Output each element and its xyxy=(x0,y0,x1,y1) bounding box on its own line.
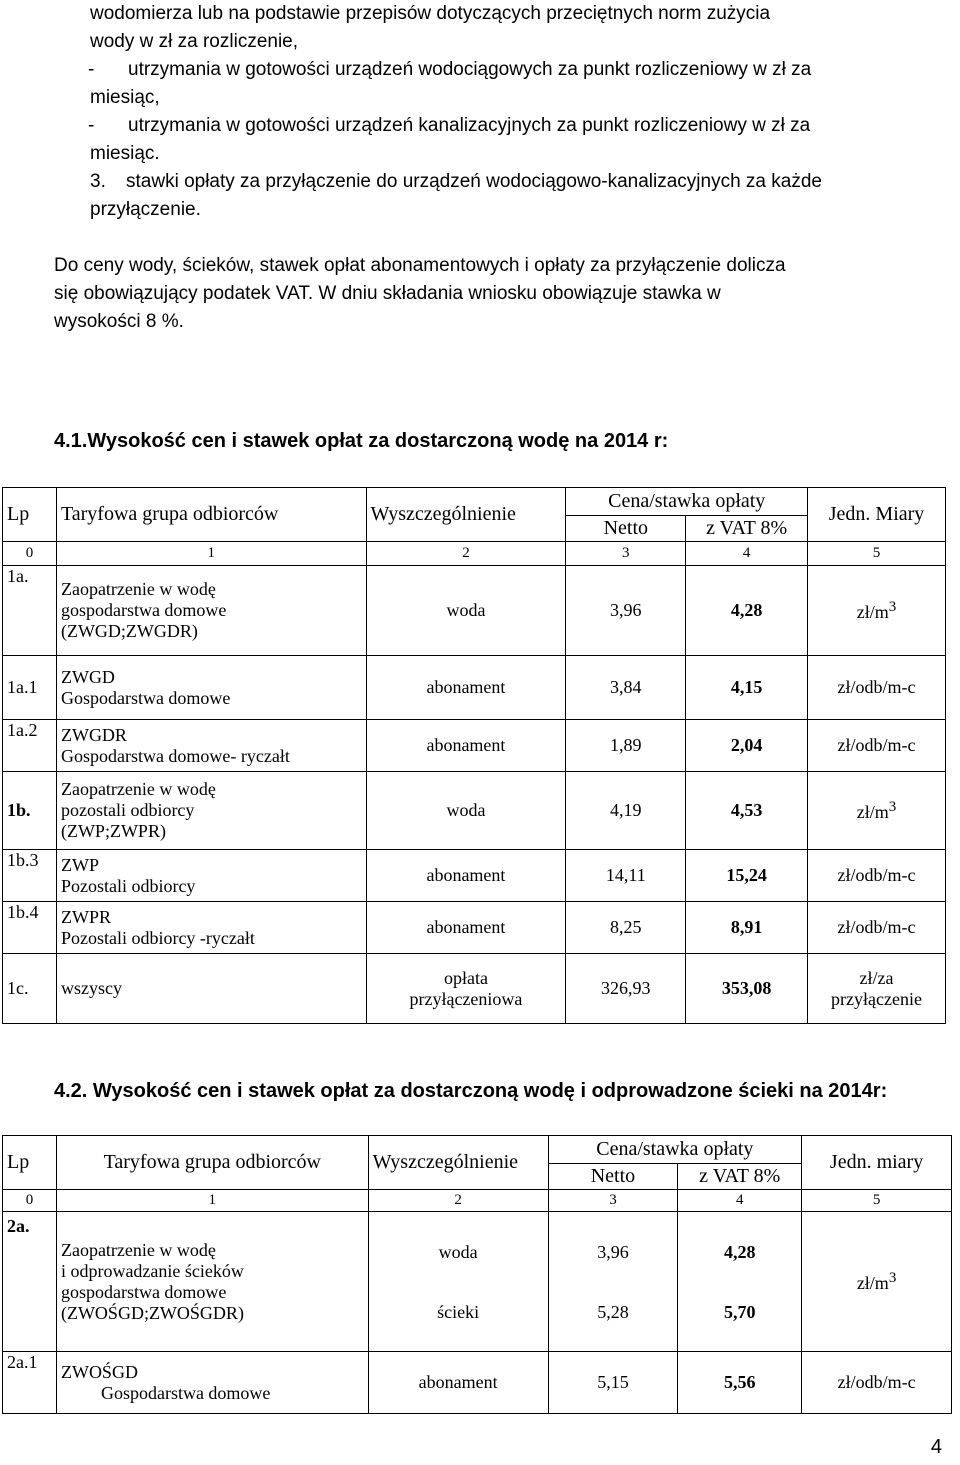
row-netto xyxy=(548,1212,678,1352)
row-detail: abonament xyxy=(366,850,566,902)
detail-line: opłata xyxy=(443,967,488,988)
col-number: 5 xyxy=(802,1190,952,1212)
group-line: Gospodarstwa domowe xyxy=(60,687,231,708)
row-lp: 1a. xyxy=(3,566,57,656)
group-line: Pozostali odbiorcy xyxy=(60,875,196,896)
header-unit: Jedn. Miary xyxy=(808,488,946,542)
vat-line: się obowiązujący podatek VAT. W dniu składania wniosku obowiązuje stawka w xyxy=(54,283,721,304)
table-row xyxy=(3,566,946,656)
group-line: ZWPR xyxy=(60,906,111,927)
header-group: Taryfowa grupa odbiorców xyxy=(56,488,366,542)
col-number: 0 xyxy=(3,542,57,566)
row-detail: abonament xyxy=(366,902,566,954)
list-item xyxy=(54,168,950,196)
group-line: (ZWOŚGD;ZWOŚGDR) xyxy=(60,1302,244,1323)
row-vat: 2,04 xyxy=(686,720,808,772)
row-unit xyxy=(808,954,946,1024)
section-title: 4.2. Wysokość cen i stawek opłat za dostarczoną wodę i odprowadzone ścieki na 2014r: xyxy=(54,1080,888,1102)
col-number: 3 xyxy=(548,1190,678,1212)
intro-line: wodomierza lub na podstawie przepisów dotyczących przeciętnych norm zużycia xyxy=(90,3,771,24)
col-number: 1 xyxy=(56,542,366,566)
vat-line: 5,70 xyxy=(723,1301,756,1322)
header-detail: Wyszczególnienie xyxy=(366,488,566,542)
col-number: 1 xyxy=(56,1190,368,1212)
row-unit xyxy=(802,1212,952,1352)
vat-line: wysokości 8 %. xyxy=(54,311,184,332)
row-lp: 2a.1 xyxy=(3,1352,57,1414)
col-number: 5 xyxy=(808,542,946,566)
col-number: 4 xyxy=(686,542,808,566)
intro-line: miesiąc, xyxy=(90,87,160,108)
table-row xyxy=(3,772,946,850)
row-vat: 4,53 xyxy=(686,772,808,850)
table-row xyxy=(3,1352,952,1414)
col-number: 4 xyxy=(678,1190,802,1212)
row-netto: 3,84 xyxy=(566,656,686,720)
row-unit: zł/odb/m-c xyxy=(802,1352,952,1414)
intro-line: miesiąc. xyxy=(90,143,160,164)
price-table-water-sewage xyxy=(2,1135,952,1414)
table-row xyxy=(3,954,946,1024)
row-detail: abonament xyxy=(366,720,566,772)
row-group xyxy=(56,772,366,850)
detail-line: woda xyxy=(438,1241,478,1262)
group-line: (ZWP;ZWPR) xyxy=(60,821,166,841)
row-lp: 1b.4 xyxy=(3,902,57,954)
row-unit xyxy=(808,772,946,850)
row-lp: 1a.1 xyxy=(3,656,57,720)
col-number: 0 xyxy=(3,1190,57,1212)
header-price: Cena/stawka opłaty xyxy=(548,1136,802,1164)
vat-line: Do ceny wody, ścieków, stawek opłat abonamentowych i opłaty za przyłączenie dolicza xyxy=(54,255,786,276)
row-vat: 5,56 xyxy=(678,1352,802,1414)
list-item-text: utrzymania w gotowości urządzeń wodociągowych za punkt rozliczeniowy w zł za xyxy=(128,59,812,80)
row-lp: 1b. xyxy=(3,772,57,850)
group-line: ZWOŚGD xyxy=(60,1361,138,1382)
row-netto: 1,89 xyxy=(566,720,686,772)
row-netto: 8,25 xyxy=(566,902,686,954)
item-number: 3. xyxy=(90,171,106,192)
header-lp: Lp xyxy=(3,1136,57,1190)
group-line: pozostali odbiorcy xyxy=(60,800,195,820)
row-lp: 1a.2 xyxy=(3,720,57,772)
header-netto: Netto xyxy=(548,1164,678,1190)
group-line: ZWGDR xyxy=(60,724,127,745)
table-row xyxy=(3,902,946,954)
row-group xyxy=(56,720,366,772)
row-unit xyxy=(808,566,946,656)
row-unit: zł/odb/m-c xyxy=(808,902,946,954)
row-group: wszyscy xyxy=(56,954,366,1024)
row-netto: 326,93 xyxy=(566,954,686,1024)
row-group xyxy=(56,566,366,656)
intro-line: przyłączenie. xyxy=(90,199,201,220)
table-row xyxy=(3,656,946,720)
netto-line: 3,96 xyxy=(597,1241,629,1262)
unit-text: zł/m xyxy=(856,601,889,622)
row-detail: abonament xyxy=(368,1352,548,1414)
header-lp: Lp xyxy=(3,488,57,542)
group-line: i odprowadzanie ścieków xyxy=(60,1260,244,1281)
row-netto: 5,15 xyxy=(548,1352,678,1414)
table-row xyxy=(3,720,946,772)
row-lp: 2a. xyxy=(3,1212,57,1352)
row-group xyxy=(56,1352,368,1414)
col-number: 2 xyxy=(368,1190,548,1212)
group-line: Zaopatrzenie w wodę xyxy=(60,1239,216,1260)
group-line: gospodarstwa domowe xyxy=(60,600,227,620)
row-unit: zł/odb/m-c xyxy=(808,656,946,720)
dash-bullet: - xyxy=(88,59,95,80)
row-detail xyxy=(366,954,566,1024)
unit-line: przyłączenie xyxy=(831,988,922,1009)
group-line: Gospodarstwa domowe- ryczałt xyxy=(60,745,290,766)
row-vat: 4,28 xyxy=(686,566,808,656)
header-vat: z VAT 8% xyxy=(686,516,808,542)
row-netto: 4,19 xyxy=(566,772,686,850)
group-line: ZWP xyxy=(60,854,99,875)
unit-line: zł/za xyxy=(859,967,894,988)
row-lp: 1b.3 xyxy=(3,850,57,902)
header-group: Taryfowa grupa odbiorców xyxy=(56,1136,368,1190)
netto-line: 5,28 xyxy=(597,1301,629,1322)
row-group xyxy=(56,1212,368,1352)
detail-line: przyłączeniowa xyxy=(409,988,523,1009)
group-line: gospodarstwa domowe xyxy=(60,1281,227,1302)
row-netto: 3,96 xyxy=(566,566,686,656)
vat-note xyxy=(54,252,954,336)
group-line: ZWGD xyxy=(60,666,115,687)
row-unit: zł/odb/m-c xyxy=(808,720,946,772)
row-group xyxy=(56,902,366,954)
row-detail xyxy=(368,1212,548,1352)
table-row xyxy=(3,1212,952,1352)
row-lp: 1c. xyxy=(3,954,57,1024)
row-group xyxy=(56,656,366,720)
vat-line: 4,28 xyxy=(723,1241,756,1262)
table-row xyxy=(3,850,946,902)
group-line: Zaopatrzenie w wodę xyxy=(60,779,216,799)
unit-text: zł/m xyxy=(856,801,889,822)
header-detail: Wyszczególnienie xyxy=(368,1136,548,1190)
group-line: (ZWGD;ZWGDR) xyxy=(60,621,198,641)
group-line: Gospodarstwa domowe xyxy=(100,1382,271,1403)
header-unit: Jedn. miary xyxy=(802,1136,952,1190)
intro-line: wody w zł za rozliczenie, xyxy=(90,31,299,52)
detail-line: ścieki xyxy=(437,1301,480,1322)
unit-sup: 3 xyxy=(888,598,897,615)
col-number: 3 xyxy=(566,542,686,566)
page-number: 4 xyxy=(930,1436,942,1458)
row-vat: 8,91 xyxy=(686,902,808,954)
list-item xyxy=(54,56,950,84)
group-line: Pozostali odbiorcy -ryczałt xyxy=(60,927,255,948)
unit-sup: 3 xyxy=(888,798,897,815)
row-vat xyxy=(678,1212,802,1352)
header-vat: z VAT 8% xyxy=(678,1164,802,1190)
intro-text xyxy=(90,0,950,224)
row-netto: 14,11 xyxy=(566,850,686,902)
header-price: Cena/stawka opłaty xyxy=(566,488,808,516)
list-item-text: stawki opłaty za przyłączenie do urządzeń wodociągowo-kanalizacyjnych za każde xyxy=(126,171,822,192)
row-unit: zł/odb/m-c xyxy=(808,850,946,902)
row-group xyxy=(56,850,366,902)
unit-text: zł/m xyxy=(856,1272,889,1293)
row-detail: woda xyxy=(366,772,566,850)
row-detail: woda xyxy=(366,566,566,656)
header-netto: Netto xyxy=(566,516,686,542)
row-detail: abonament xyxy=(366,656,566,720)
unit-sup: 3 xyxy=(888,1269,897,1286)
col-number: 2 xyxy=(366,542,566,566)
section-title: 4.1.Wysokość cen i stawek opłat za dostarczoną wodę na 2014 r: xyxy=(54,430,669,452)
row-vat: 15,24 xyxy=(686,850,808,902)
dash-bullet: - xyxy=(88,115,95,136)
price-table-water xyxy=(2,487,946,1024)
list-item xyxy=(54,112,950,140)
group-line: Zaopatrzenie w wodę xyxy=(60,579,216,599)
row-vat: 353,08 xyxy=(686,954,808,1024)
list-item-text: utrzymania w gotowości urządzeń kanalizacyjnych za punkt rozliczeniowy w zł za xyxy=(128,115,811,136)
row-vat: 4,15 xyxy=(686,656,808,720)
